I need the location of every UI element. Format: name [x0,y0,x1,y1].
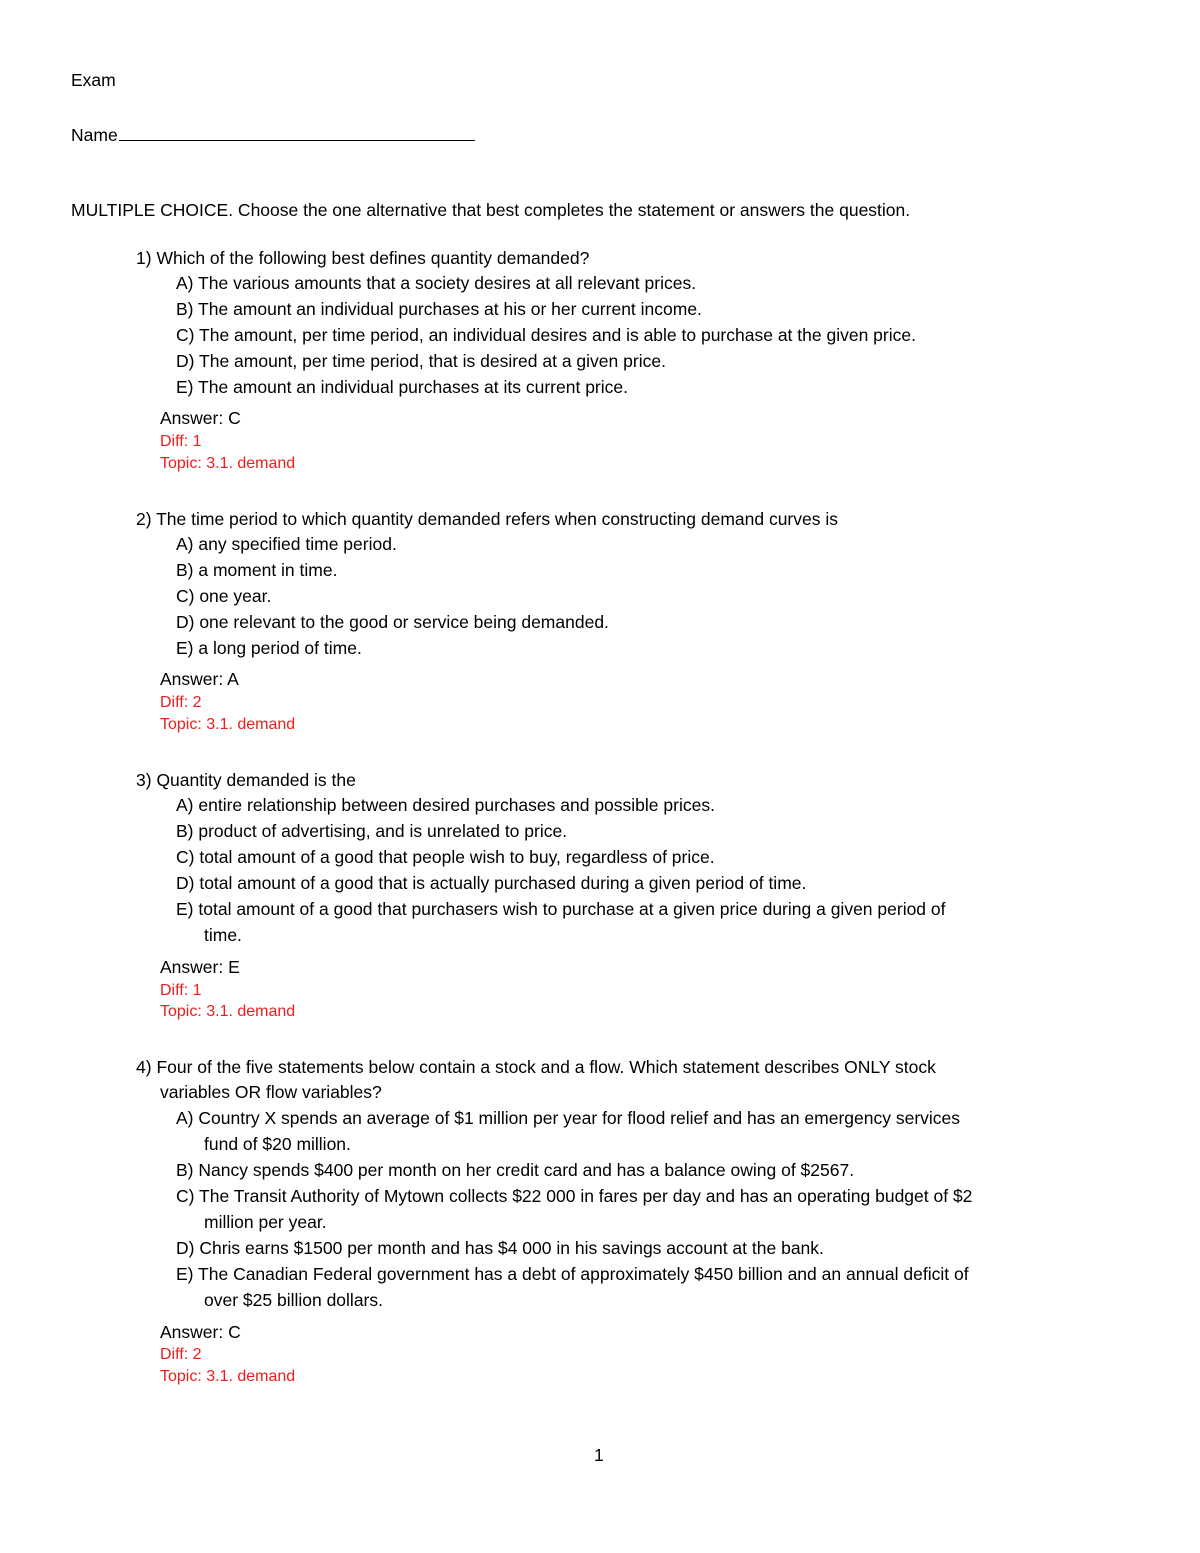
option-letter: E) [176,899,199,919]
name-label: Name [71,125,118,145]
option-letter: B) [176,1160,199,1180]
option-letter: D) [176,1238,200,1258]
page-number: 1 [594,1445,604,1465]
option-text: a moment in time. [198,560,338,580]
question-stem [136,509,838,530]
option-letter: C) [176,847,200,867]
option-letter: D) [176,351,200,371]
question-text: Four of the five statements below contain a stock and a flow. Which statement describes ONLY stock [156,1057,936,1077]
question-number: 2) [136,509,157,529]
option-b [176,560,337,581]
option-e [204,1290,383,1311]
option-letter: A) [176,1108,199,1128]
question-stem [136,1057,936,1078]
topic-label: Topic: 3.1. demand [160,1003,296,1020]
option-text: total amount of a good that is actually purchased during a given period of time. [199,873,807,893]
option-letter: A) [176,534,199,554]
difficulty-label: Diff: 2 [160,694,202,711]
option-letter: A) [176,795,199,815]
instructions: MULTIPLE CHOICE. Choose the one alternative that best completes the statement or answers the question. [71,200,911,220]
topic-label: Topic: 3.1. demand [160,455,296,472]
option-text: over $25 billion dollars. [204,1290,383,1310]
option-e [176,1264,969,1285]
option-text: one relevant to the good or service being demanded. [199,612,609,632]
answer-line: Answer: E [160,957,240,977]
option-text: time. [204,925,242,945]
question-text: The time period to which quantity demanded refers when constructing demand curves is [156,509,838,529]
option-a [176,273,696,294]
option-c [176,847,715,868]
option-e [176,899,946,920]
option-a [176,795,715,816]
option-text: The amount an individual purchases at its current price. [198,377,628,397]
option-letter: E) [176,1264,199,1284]
option-text: The amount, per time period, that is desired at a given price. [199,351,666,371]
option-d [176,351,666,372]
option-letter: C) [176,325,200,345]
question-text: variables OR flow variables? [160,1082,382,1102]
option-text: entire relationship between desired purchases and possible prices. [198,795,715,815]
answer-line: Answer: C [160,1322,241,1342]
option-d [176,612,609,633]
option-text: fund of $20 million. [204,1134,351,1154]
option-a [176,1108,960,1129]
option-letter: D) [176,873,200,893]
topic-label: Topic: 3.1. demand [160,1368,296,1385]
difficulty-label: Diff: 2 [160,1346,202,1363]
option-text: total amount of a good that purchasers wish to purchase at a given price during a given period of [198,899,946,919]
option-text: The Transit Authority of Mytown collects $22 000 in fares per day and has an operating budget of $2 [199,1186,973,1206]
option-text: any specified time period. [198,534,397,554]
option-b [176,299,702,320]
option-text: Country X spends an average of $1 million per year for flood relief and has an emergency services [198,1108,961,1128]
difficulty-label: Diff: 1 [160,982,202,999]
option-letter: C) [176,1186,200,1206]
option-letter: B) [176,821,199,841]
option-letter: E) [176,638,199,658]
option-text: The Canadian Federal government has a debt of approximately $450 billion and an annual deficit of [198,1264,969,1284]
option-b [176,1160,854,1181]
option-text: Chris earns $1500 per month and has $4 000 in his savings account at the bank. [199,1238,824,1258]
question-number: 4) [136,1057,157,1077]
option-text: Nancy spends $400 per month on her credit card and has a balance owing of $2567. [198,1160,855,1180]
question-text: Quantity demanded is the [156,770,356,790]
option-a [204,1134,351,1155]
option-c [176,325,916,346]
question-text: Which of the following best defines quantity demanded? [156,248,590,268]
option-letter: A) [176,273,199,293]
exam-title: Exam [71,70,116,90]
name-field [71,122,475,146]
option-c [204,1212,327,1233]
option-text: The amount, per time period, an individual desires and is able to purchase at the given price. [199,325,916,345]
question-stem [136,770,356,791]
option-d [176,873,806,894]
name-underline [119,122,475,141]
option-b [176,821,567,842]
topic-label: Topic: 3.1. demand [160,716,296,733]
option-e [204,925,242,946]
option-text: The various amounts that a society desires at all relevant prices. [198,273,697,293]
option-letter: E) [176,377,199,397]
option-text: one year. [199,586,272,606]
option-a [176,534,397,555]
option-text: million per year. [204,1212,327,1232]
option-text: product of advertising, and is unrelated to price. [198,821,568,841]
answer-line: Answer: A [160,669,239,689]
answer-line: Answer: C [160,408,241,428]
option-letter: B) [176,299,199,319]
option-d [176,1238,824,1259]
option-e [176,638,362,659]
option-text: The amount an individual purchases at his or her current income. [198,299,702,319]
option-c [176,1186,972,1207]
question-stem [136,248,589,269]
option-e [176,377,628,398]
difficulty-label: Diff: 1 [160,433,202,450]
option-letter: B) [176,560,199,580]
question-number: 3) [136,770,157,790]
option-letter: C) [176,586,200,606]
option-text: a long period of time. [198,638,362,658]
option-text: total amount of a good that people wish to buy, regardless of price. [199,847,715,867]
option-letter: D) [176,612,200,632]
option-c [176,586,271,607]
question-stem [160,1082,382,1103]
question-number: 1) [136,248,157,268]
